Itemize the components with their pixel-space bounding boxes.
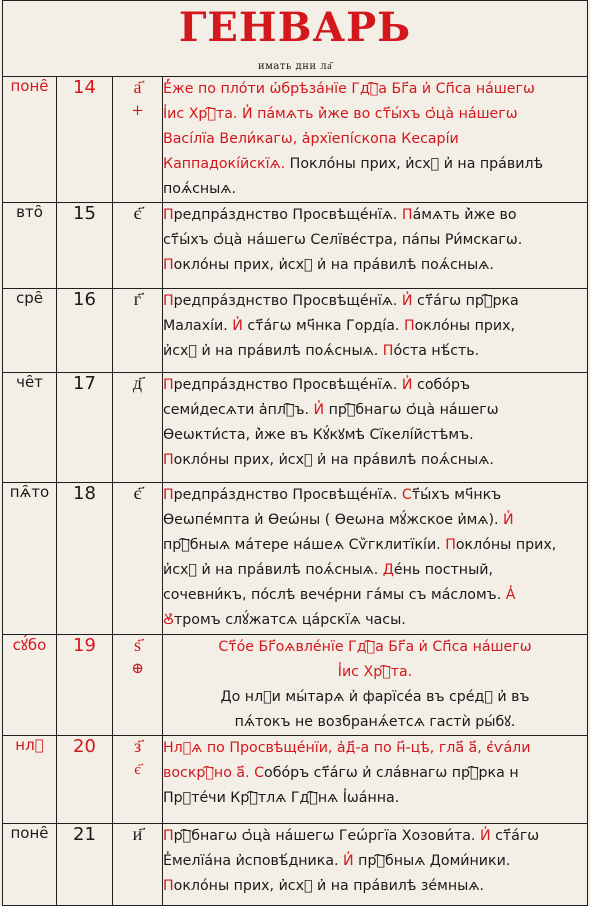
body-text: ст҃ы́хъ ѻ҆ца̀ на́шегѡ Селїве́стра, па́пы Ри́мскагѡ. <box>163 232 523 248</box>
calendar-row <box>3 736 588 824</box>
text-line <box>163 423 587 448</box>
slavonic-numeral-cell <box>113 289 163 373</box>
rubric-text: И҆ <box>498 512 514 528</box>
weekday-cell: нлⷣ <box>3 736 57 824</box>
text-line <box>163 448 587 473</box>
body-text: тромъ слꙋ́жатсѧ ца́рскїѧ часы. <box>174 612 406 628</box>
rubric-text: С <box>249 765 265 781</box>
day-number-cell: 20 <box>57 736 113 824</box>
header-row <box>3 1 588 77</box>
body-text: прⷺ҇бнагѡ ѻ҆ца̀ на́шегѡ <box>324 402 499 418</box>
body-text: окло́ны прих, <box>414 318 516 334</box>
rubric-text: П <box>163 452 174 468</box>
body-text: До нлⷣи мы́тарѧ и҆ фарїсе́а въ сре́дꙋ и҆ въ <box>220 689 530 705</box>
text-line <box>163 824 587 849</box>
calendar-row <box>3 203 588 289</box>
calendar-row <box>3 289 588 373</box>
text-line <box>163 685 587 710</box>
text-line <box>163 127 587 152</box>
weekday-cell: поне̑ <box>3 824 57 906</box>
commemoration-cell <box>163 483 588 635</box>
rubric-text: И҆ <box>397 377 413 393</box>
feast-mark-icon: + <box>131 101 144 119</box>
body-text: поѧ́сныѧ. <box>163 181 236 197</box>
text-line <box>163 314 587 339</box>
commemoration-cell <box>163 203 588 289</box>
slavonic-numeral: г҃ <box>133 289 142 310</box>
text-line <box>163 289 587 314</box>
body-text: окло́ны прих, <box>455 537 557 553</box>
text-line <box>163 849 587 874</box>
weekday-cell: сꙋ́бо <box>3 635 57 736</box>
commemoration-cell <box>163 373 588 483</box>
calendar-row <box>3 824 588 906</box>
rubric-text: И҆ <box>338 853 354 869</box>
slavonic-numeral: з҃ <box>133 736 142 757</box>
slavonic-numeral: ѕ҃ <box>133 635 141 656</box>
body-text: окло́ны прих, и҆схⷣ и҆ на пра́вилѣ поѧ́сныѧ. <box>173 452 494 468</box>
rubric-text: Каппадокі́йскїѧ. <box>163 156 286 172</box>
slavonic-numeral-cell <box>113 483 163 635</box>
calendar-table <box>2 0 588 906</box>
text-line <box>163 339 587 364</box>
rubric-text: Ст҃о́е Бг҃оѧвле́нїе Гдⷭ҇а Бг҃а и҆ Сп҃са на́шегѡ <box>218 639 532 655</box>
rubric-text: И҆ па́мѧть и҆̀же во ст҃ы́хъ ѻ҆ца̀ на́шегѡ <box>237 106 518 122</box>
body-text: редпра́зднство Просвѣще́нїѧ. <box>173 377 398 393</box>
slavonic-numeral-cell <box>113 77 163 203</box>
rubric-text: П <box>399 318 415 334</box>
feast-mark-icon: є҃ <box>134 760 141 778</box>
text-line <box>163 508 587 533</box>
commemoration-cell <box>163 77 588 203</box>
text-line <box>163 635 587 660</box>
rubric-text: Васі́лїа Вели́кагѡ, а҆рхїепі́скопа Кесарі́и <box>163 131 459 147</box>
rubric-text: П <box>378 343 394 359</box>
text-line <box>163 77 587 102</box>
rubric-text: И҆ <box>308 402 325 418</box>
rubric-text: І҆ис Хрⷭ҇та. <box>163 106 238 122</box>
rubric-text: И҆ <box>475 828 491 844</box>
text-line <box>163 398 587 423</box>
rubric-text: И҆ <box>397 293 413 309</box>
body-text: Прⷣте́чи Крⷭ҇тлѧ Гдⷭ҇нѧ І҆ѡа́нна. <box>163 790 400 806</box>
text-line <box>163 373 587 398</box>
slavonic-numeral: є҃ <box>133 483 142 504</box>
day-number-cell: 14 <box>57 77 113 203</box>
body-text: ст҃а́гѡ мч҃нка Горді́а. <box>242 318 400 334</box>
slavonic-numeral-cell <box>113 203 163 289</box>
feast-mark-icon: ⊕ <box>131 659 144 677</box>
rubric-text: С <box>397 487 412 503</box>
body-text: ст҃а́гѡ <box>490 828 540 844</box>
body-text: окло́ны прих, и҆схⷣ и҆ на пра́вилѣ поѧ́сныѧ. <box>173 257 494 273</box>
day-number-cell: 21 <box>57 824 113 906</box>
body-text: Ѳеѡпе́мпта и҆ Ѳеѡ́ны ( Ѳеѡна мꙋ́жское и҆мѧ). <box>163 512 499 528</box>
rubric-text: П <box>163 487 174 503</box>
rubric-text: Д <box>378 562 394 578</box>
weekday-cell: пѧ̑то <box>3 483 57 635</box>
commemoration-cell <box>163 289 588 373</box>
body-text: и҆схⷣ и҆ на пра́вилѣ поѧ́сныѧ. <box>163 343 379 359</box>
rubric-text: П <box>163 293 174 309</box>
calendar-row <box>3 483 588 635</box>
body-text: окло́ны прих, и҆схⷣ и҆ на пра́вилѣ зе́мныѧ. <box>173 878 484 894</box>
slavonic-numeral: д҃ <box>132 373 143 394</box>
rubric-text: воскрⷭ҇но а҃. <box>163 765 250 781</box>
day-number-cell: 18 <box>57 483 113 635</box>
day-number-cell: 17 <box>57 373 113 483</box>
rubric-text: Е҆́же по пло́ти ѡ҆брѣза́нїе Гдⷭ҇а Бг҃а и҆ Сп҃са на́шегѡ <box>163 81 535 97</box>
slavonic-numeral: а҃ <box>133 77 142 98</box>
body-text: Малахі́и. <box>163 318 228 334</box>
slavonic-numeral-cell <box>113 635 163 736</box>
rubric-text: П <box>163 207 174 223</box>
text-line <box>163 710 587 735</box>
slavonic-numeral: є҃ <box>133 203 142 224</box>
text-line <box>163 533 587 558</box>
body-text: прⷺ҇бныѧ Доми́ники. <box>353 853 511 869</box>
weekday-cell: че̑т <box>3 373 57 483</box>
body-text: собо́ръ <box>412 377 470 393</box>
rubric-text: П <box>163 878 174 894</box>
rubric-text: П <box>163 377 174 393</box>
rubric-text: И҆ <box>227 318 243 334</box>
commemoration-cell <box>163 824 588 906</box>
text-line <box>163 253 587 278</box>
rubric-text: Нлⷣѧ по Просвѣще́нїи, а҆д҃-а по н҃-цѣ, гла҃ а҃, є҆ѵа́ли <box>163 740 531 756</box>
calendar-row <box>3 635 588 736</box>
day-number-cell: 19 <box>57 635 113 736</box>
body-text: обо́ръ ст҃а́гѡ и҆ сла́внагѡ прⷪ҇рка н <box>264 765 519 781</box>
slavonic-numeral-cell <box>113 736 163 824</box>
body-text: Покло́ны прих, и҆схⷣ и҆ на пра́вилѣ <box>285 156 544 172</box>
body-text: о́ста нѣ́сть. <box>393 343 480 359</box>
weekday-cell: вто̑ <box>3 203 57 289</box>
text-line <box>163 483 587 508</box>
rubric-text: П <box>397 207 413 223</box>
text-line <box>163 203 587 228</box>
text-line <box>163 152 587 177</box>
rubric-text: П <box>440 537 456 553</box>
rubric-text: Ꙋ҆ <box>163 612 175 628</box>
weekday-cell: поне̑ <box>3 77 57 203</box>
commemoration-cell <box>163 736 588 824</box>
text-line <box>163 228 587 253</box>
rubric-text: П <box>163 828 174 844</box>
text-line <box>163 558 587 583</box>
body-text: прⷺ҇бныѧ ма́тере на́шеѧ Сѷгклитїкі́и. <box>163 537 441 553</box>
body-text: т҃ы́хъ мч҃нкъ <box>411 487 502 503</box>
text-line <box>163 874 587 899</box>
body-text: сочевни́къ, по́слѣ вече́рни га́мы съ ма́сломъ. <box>163 587 502 603</box>
slavonic-numeral-cell <box>113 824 163 906</box>
body-text: Ѳеѡкти́ста, и҆̀же въ Кꙋ́кꙋмѣ Сїкелі́йстѣмъ. <box>163 427 474 443</box>
text-line <box>163 660 587 685</box>
text-line <box>163 761 587 786</box>
text-line <box>163 583 587 608</box>
calendar-row <box>3 373 588 483</box>
calendar-row <box>3 77 588 203</box>
day-number-cell: 16 <box>57 289 113 373</box>
body-text: е́нь постный, <box>393 562 494 578</box>
day-number-cell: 15 <box>57 203 113 289</box>
body-text: редпра́зднство Просвѣще́нїѧ. <box>173 487 398 503</box>
body-text: ст҃а́гѡ прⷪ҇рка <box>412 293 519 309</box>
text-line <box>163 608 587 633</box>
rubric-text: І҆ис Хрⷭ҇та. <box>337 664 413 680</box>
body-text: а́мѧть и҆̀же во <box>412 207 517 223</box>
header-cell <box>3 1 588 77</box>
rubric-text: П <box>163 257 174 273</box>
slavonic-numeral: и҃ <box>132 824 143 845</box>
body-text: и҆схⷣ и҆ на пра́вилѣ поѧ́сныѧ. <box>163 562 379 578</box>
month-subtitle: имать дни ла҃ <box>257 61 333 72</box>
body-text: рⷺ҇бнагѡ ѻ҆ца̀ на́шегѡ Геѡ́ргїа Хозови́та. <box>173 828 476 844</box>
body-text: пѧ́токъ не возбранѧ́етсѧ гастѝ ры́бꙋ. <box>234 714 516 730</box>
body-text: редпра́зднство Просвѣще́нїѧ. <box>173 293 398 309</box>
commemoration-cell <box>163 635 588 736</box>
text-line <box>163 177 587 202</box>
month-title: ГЕНВАРЬ <box>178 4 412 51</box>
text-line <box>163 786 587 811</box>
weekday-cell: сре̑ <box>3 289 57 373</box>
body-text: Е҆мелїа́на и҆сповѣ́дника. <box>163 853 339 869</box>
slavonic-numeral-cell <box>113 373 163 483</box>
body-text: семи́десѧти а҆плⷭ҇ъ. <box>163 402 309 418</box>
body-text: редпра́зднство Просвѣще́нїѧ. <box>173 207 398 223</box>
text-line <box>163 102 587 127</box>
rubric-text: А҆ <box>501 587 516 603</box>
text-line <box>163 736 587 761</box>
